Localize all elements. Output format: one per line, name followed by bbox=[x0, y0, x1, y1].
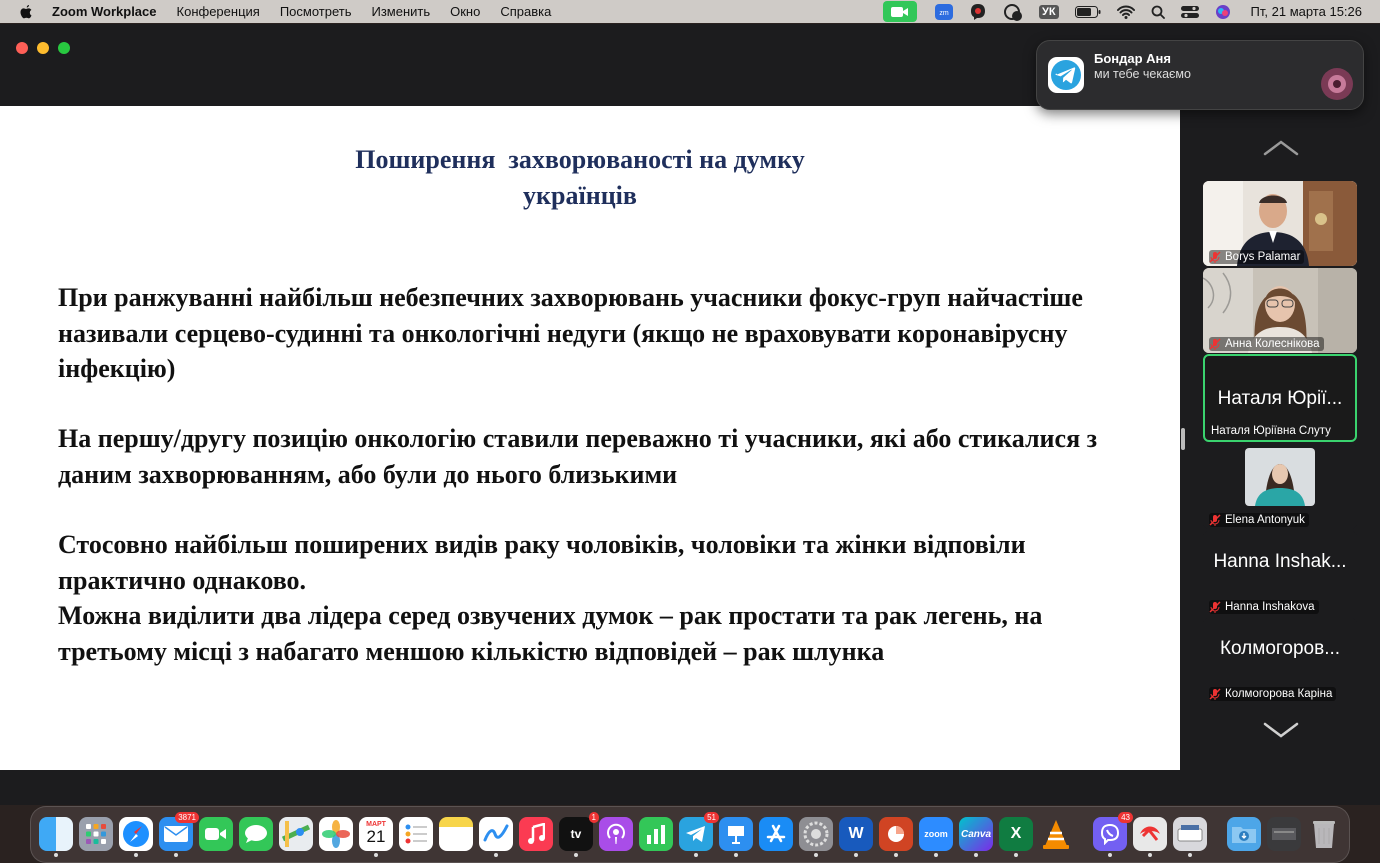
wifi-icon[interactable] bbox=[1117, 5, 1135, 19]
canva-icon[interactable]: Canva bbox=[959, 817, 993, 851]
slide-paragraph-1: При ранжуванні найбільш небезпечних захворювань учасники фокус-груп найчастіше називали серцево-судинні та онкологічні недуги (якщо не враховувати коронавірусну інфекцію) bbox=[58, 283, 1083, 383]
freeform-icon[interactable] bbox=[479, 817, 513, 851]
participant-display-name: Наталя Юрії... bbox=[1217, 388, 1343, 409]
keynote-icon[interactable] bbox=[719, 817, 753, 851]
participant-tile[interactable] bbox=[1203, 181, 1357, 266]
numbers-icon[interactable] bbox=[639, 817, 673, 851]
messages-icon[interactable] bbox=[239, 817, 273, 851]
tv-badge: 1 bbox=[589, 812, 599, 823]
menu-view[interactable]: Посмотреть bbox=[279, 4, 352, 19]
macos-dock bbox=[30, 806, 1350, 863]
participant-name-label: Hanna Inshakova bbox=[1209, 600, 1319, 614]
slide-title-line-2: українців bbox=[523, 181, 637, 210]
shared-screen-slide bbox=[0, 106, 1180, 770]
participant-gallery bbox=[1185, 106, 1380, 770]
trash-icon[interactable] bbox=[1307, 817, 1341, 851]
slide-title-line-1: Поширення захворюваності на думку bbox=[355, 145, 805, 174]
participant-name-label: Колмогорова Каріна bbox=[1209, 687, 1336, 701]
reminders-icon[interactable] bbox=[399, 817, 433, 851]
participant-tile[interactable] bbox=[1203, 444, 1357, 529]
chevron-down-icon[interactable] bbox=[1263, 720, 1299, 740]
music-icon[interactable] bbox=[519, 817, 553, 851]
notification-message: ми тебе чекаємо bbox=[1094, 67, 1191, 81]
close-window-button[interactable] bbox=[16, 42, 28, 54]
viber-status-icon[interactable] bbox=[969, 3, 987, 21]
word-icon[interactable]: W bbox=[839, 817, 873, 851]
muted-microphone-icon bbox=[1209, 251, 1221, 263]
zoom-meeting-window bbox=[0, 24, 1380, 805]
telegram-notification[interactable] bbox=[1036, 40, 1364, 110]
participant-name-label: Наталя Юріївна Слуту bbox=[1211, 425, 1331, 437]
siri-icon[interactable] bbox=[1215, 4, 1231, 20]
apple-tv-icon[interactable]: tv 1 bbox=[559, 817, 593, 851]
participant-tile-active-speaker[interactable] bbox=[1203, 354, 1357, 442]
apple-icon[interactable] bbox=[18, 4, 34, 20]
participant-tile[interactable] bbox=[1203, 531, 1357, 616]
muted-microphone-icon bbox=[1209, 338, 1221, 350]
slide-title bbox=[0, 142, 1160, 214]
app-store-icon[interactable] bbox=[759, 817, 793, 851]
safari-icon[interactable] bbox=[119, 817, 153, 851]
chevron-up-icon[interactable] bbox=[1263, 138, 1299, 158]
muted-microphone-icon bbox=[1209, 601, 1221, 613]
zoom-dock-icon[interactable]: zoom bbox=[919, 817, 953, 851]
participant-display-name: Hanna Inshak... bbox=[1213, 551, 1347, 572]
control-center-icon[interactable] bbox=[1181, 5, 1199, 19]
photos-icon[interactable] bbox=[319, 817, 353, 851]
menubar-clock[interactable]: Пт, 21 марта 15:26 bbox=[1250, 4, 1362, 19]
finder-icon[interactable] bbox=[39, 817, 73, 851]
powerpoint-icon[interactable] bbox=[879, 817, 913, 851]
app-name-menu[interactable]: Zoom Workplace bbox=[52, 4, 157, 19]
mail-badge: 3871 bbox=[175, 812, 199, 823]
calendar-icon[interactable]: МАРТ 21 bbox=[359, 817, 393, 851]
spotlight-search-icon[interactable] bbox=[1151, 5, 1165, 19]
mail-icon[interactable] bbox=[159, 813, 196, 851]
zoom-window-button[interactable] bbox=[58, 42, 70, 54]
anydesk-icon[interactable] bbox=[1133, 817, 1167, 851]
slide-paragraph-4: Можна виділити два лідера серед озвучених думок – рак простати та рак легень, на третьому місці з набагато меншою кількістю відповідей – рак шлунка bbox=[58, 601, 1043, 666]
excel-icon[interactable]: X bbox=[999, 817, 1033, 851]
telegram-dock-icon[interactable] bbox=[679, 813, 716, 851]
svg-text:zm: zm bbox=[939, 9, 949, 17]
menu-help[interactable]: Справка bbox=[500, 4, 552, 19]
menu-bar bbox=[0, 0, 1380, 23]
launchpad-icon[interactable] bbox=[79, 817, 113, 851]
keyboard-layout-indicator[interactable]: УК bbox=[1039, 5, 1059, 19]
participant-display-name: Колмогоров... bbox=[1219, 638, 1341, 659]
slide-paragraph-3: Стосовно найбільш поширених видів раку чоловіків, чоловіки та жінки відповіли практично однаково. bbox=[58, 530, 1026, 595]
menu-window[interactable]: Окно bbox=[450, 4, 481, 19]
participant-name-label: Elena Antonyuk bbox=[1209, 513, 1309, 527]
menu-conference[interactable]: Конференция bbox=[176, 4, 260, 19]
viber-dock-icon[interactable] bbox=[1093, 813, 1130, 851]
facetime-icon[interactable] bbox=[199, 817, 233, 851]
scanner-icon[interactable] bbox=[1173, 817, 1207, 851]
notification-sender: Бондар Аня bbox=[1094, 51, 1171, 66]
vlc-icon[interactable] bbox=[1039, 817, 1073, 851]
participant-name-label: Borys Palamar bbox=[1209, 250, 1304, 264]
telegram-badge: 51 bbox=[704, 812, 719, 823]
notes-icon[interactable] bbox=[439, 817, 473, 851]
participant-tile[interactable] bbox=[1203, 618, 1357, 703]
muted-microphone-icon bbox=[1209, 514, 1221, 526]
telegram-icon bbox=[1048, 57, 1084, 93]
recent-documents-stack-icon[interactable] bbox=[1267, 817, 1301, 851]
zoom-status-icon[interactable] bbox=[935, 4, 953, 20]
viber-badge: 43 bbox=[1118, 812, 1133, 823]
menu-edit[interactable]: Изменить bbox=[371, 4, 431, 19]
minimize-window-button[interactable] bbox=[37, 42, 49, 54]
video-camera-status-icon[interactable] bbox=[883, 1, 917, 22]
downloads-folder-icon[interactable] bbox=[1227, 817, 1261, 851]
sender-avatar bbox=[1321, 68, 1353, 100]
system-settings-icon[interactable] bbox=[799, 817, 833, 851]
podcasts-icon[interactable] bbox=[599, 817, 633, 851]
sync-status-icon[interactable] bbox=[1003, 3, 1023, 21]
maps-icon[interactable] bbox=[279, 817, 313, 851]
slide-paragraph-2: На першу/другу позицію онкологію ставили переважно ті учасники, які або стикалися з даним захворюванням, або були до нього близькими bbox=[58, 424, 1098, 489]
battery-icon[interactable] bbox=[1075, 6, 1101, 18]
participant-name-label: Анна Колеснікова bbox=[1209, 337, 1324, 351]
participant-tile[interactable] bbox=[1203, 268, 1357, 353]
muted-microphone-icon bbox=[1209, 688, 1221, 700]
